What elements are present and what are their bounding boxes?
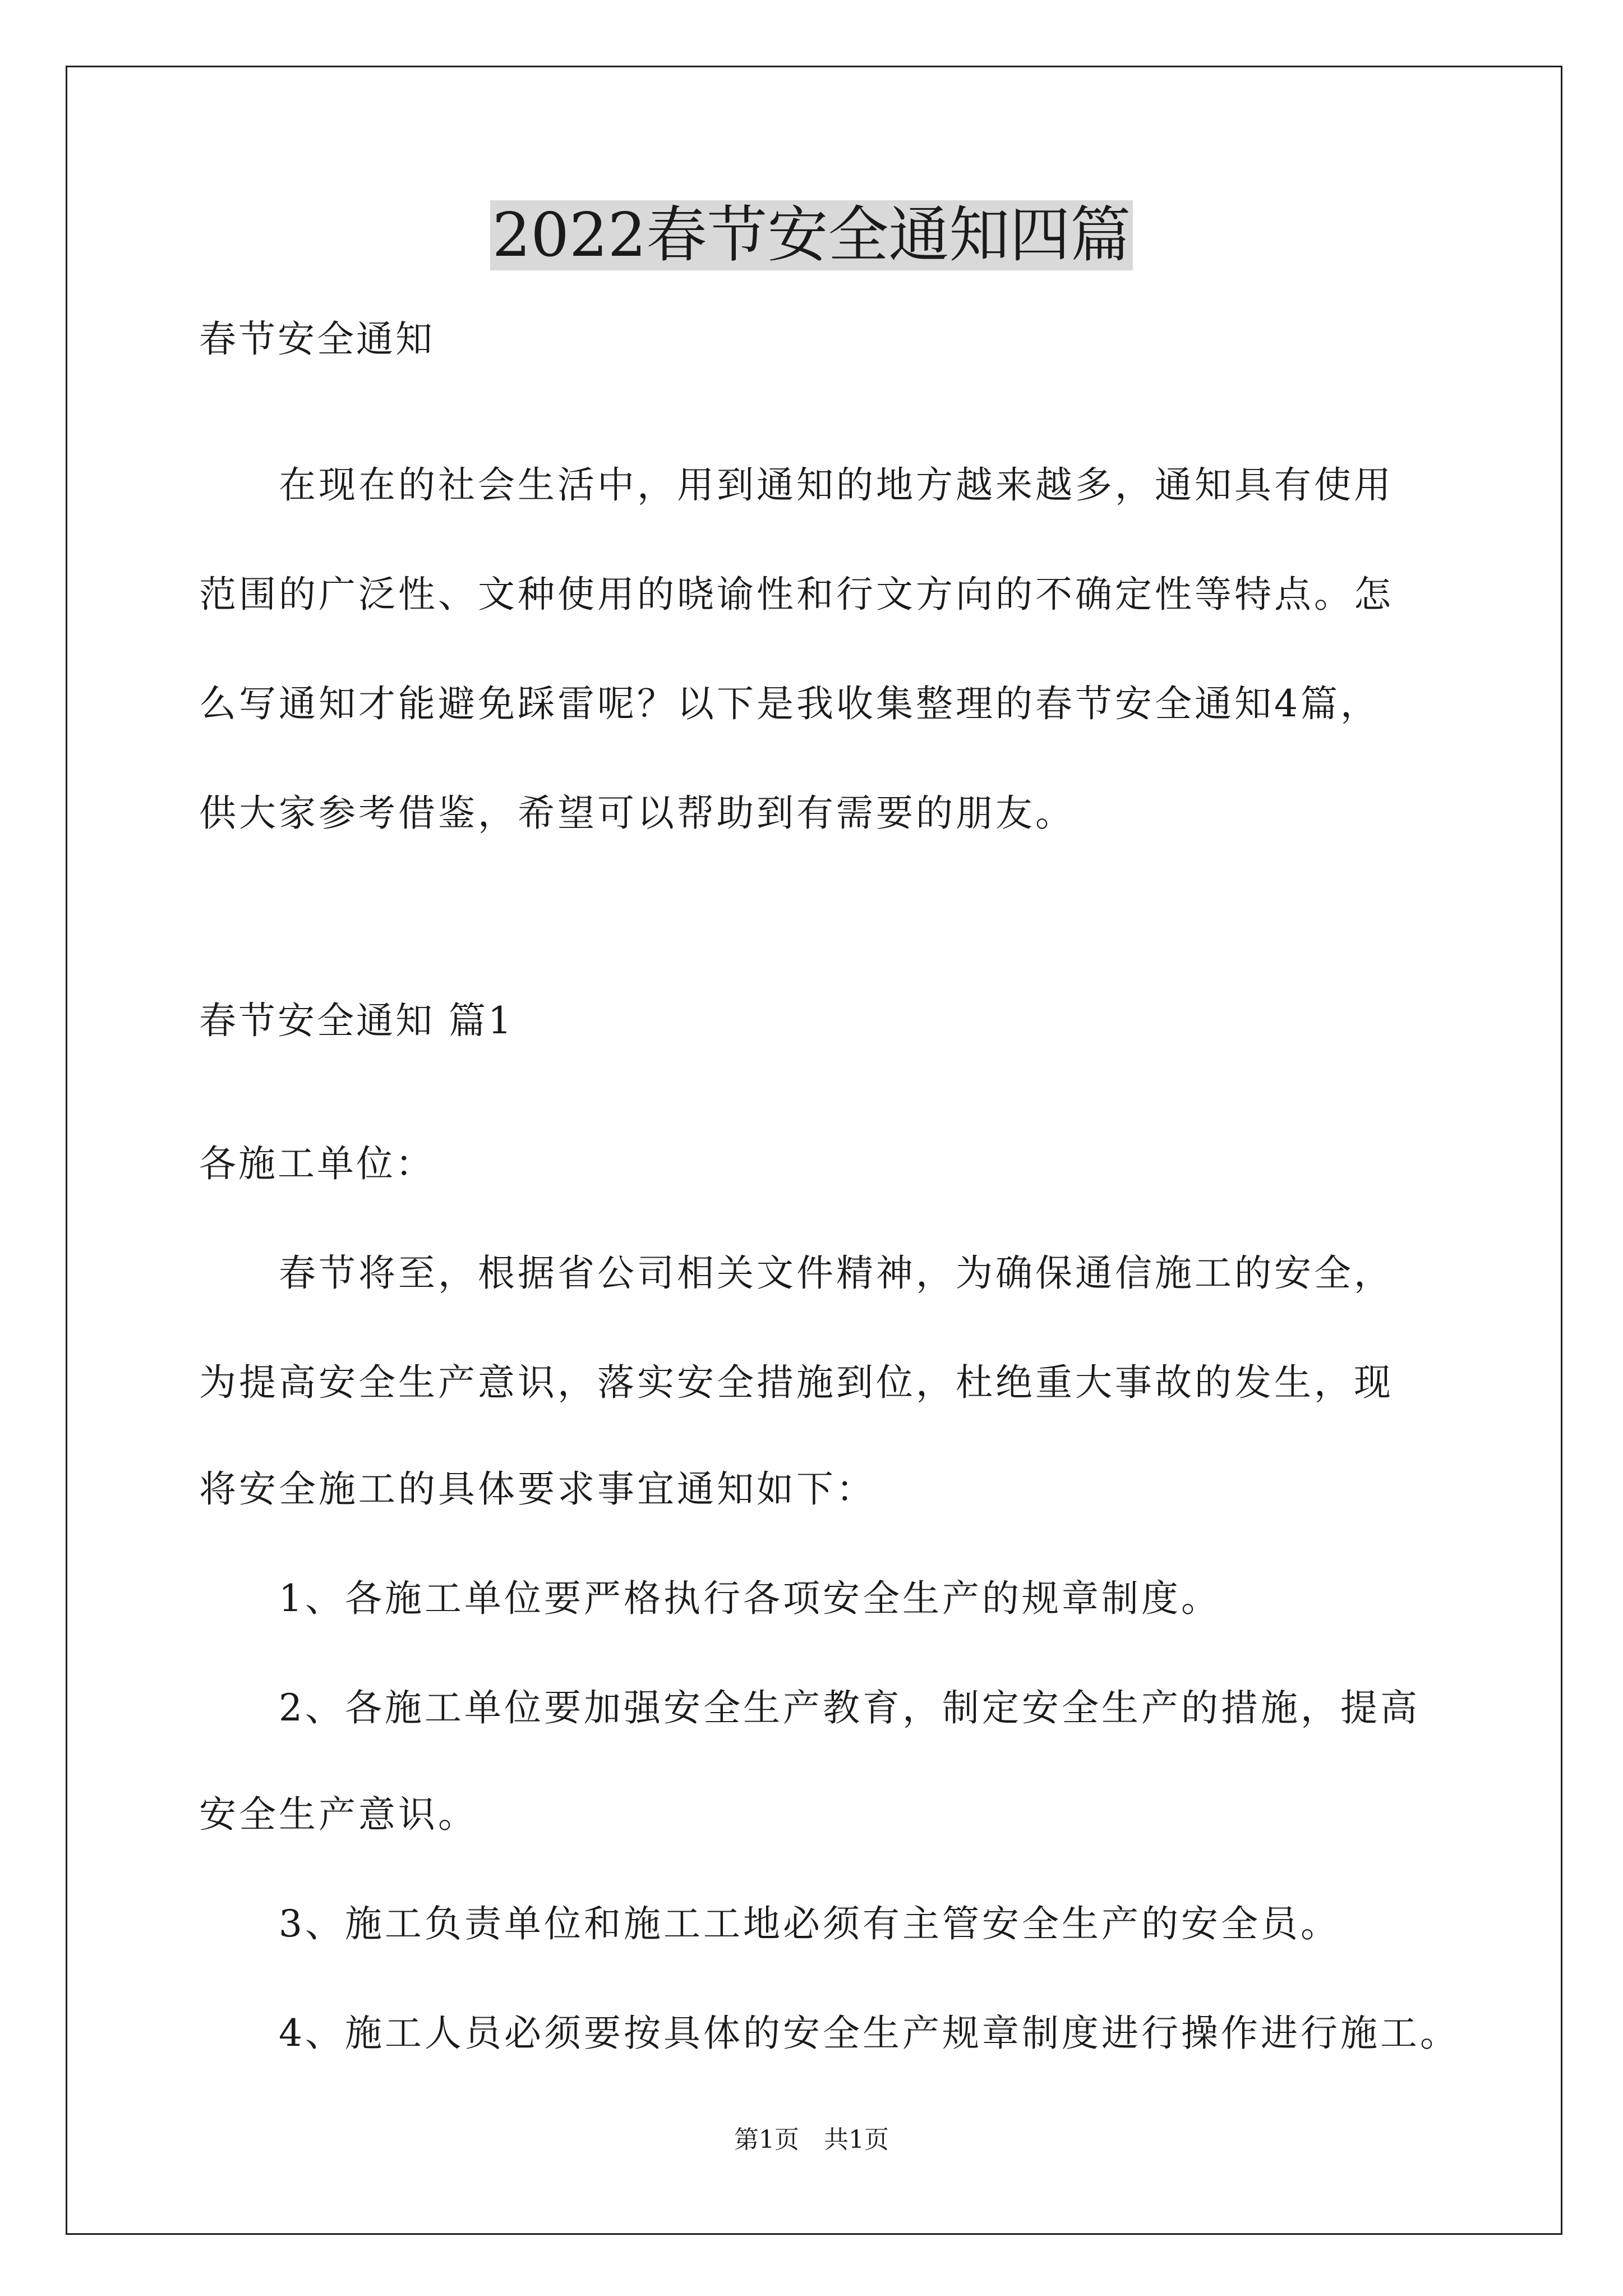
paragraph-line: 么写通知才能避免踩雷呢？以下是我收集整理的春节安全通知4篇， [199,682,1380,725]
list-item: 4、施工人员必须要按具体的安全生产规章制度进行操作进行施工。 [199,2012,1460,2055]
list-item: 3、施工负责单位和施工工地必须有主管安全生产的安全员。 [199,1902,1340,1945]
paragraph-line: 供大家参考借鉴，希望可以帮助到有需要的朋友。 [199,792,1075,835]
section-heading: 春节安全通知 [199,318,435,361]
page-footer: 第1页 共1页 [734,2125,889,2154]
list-item: 2、各施工单位要加强安全生产教育，制定安全生产的措施，提高 [199,1686,1420,1729]
paragraph-line: 在现在的社会生活中，用到通知的地方越来越多，通知具有使用 [199,463,1394,507]
list-item: 1、各施工单位要严格执行各项安全生产的规章制度。 [199,1577,1221,1620]
list-item-continued: 安全生产意识。 [199,1793,478,1836]
paragraph-line: 春节将至，根据省公司相关文件精神，为确保通信施工的安全， [199,1251,1394,1295]
paragraph-line: 将安全施工的具体要求事宜通知如下： [199,1467,876,1511]
section-heading: 春节安全通知 篇1 [199,999,514,1042]
document-title [0,194,1623,278]
document-title-text: 2022春节安全通知四篇 [490,200,1133,270]
salutation: 各施工单位： [199,1142,435,1185]
paragraph-line: 为提高安全生产意识，落实安全措施到位，杜绝重大事故的发生，现 [199,1361,1394,1404]
paragraph-line: 范围的广泛性、文种使用的晓谕性和行文方向的不确定性等特点。怎 [199,573,1394,616]
